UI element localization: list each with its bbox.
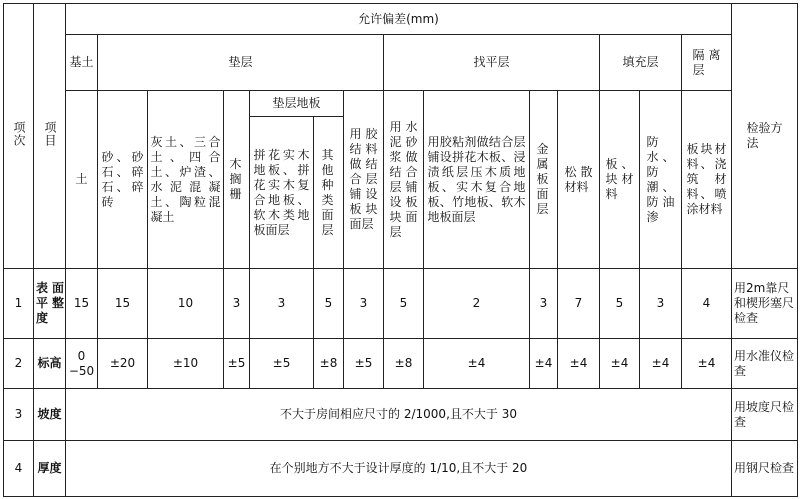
merged-value-cell: 在个别地方不大于设计厚度的 1/10,且不大于 20	[66, 441, 732, 497]
row-method: 用2m靠尺和楔形塞尺检查	[732, 269, 798, 339]
value-cell: 15	[98, 269, 148, 339]
table-row	[4, 441, 798, 497]
value-cell: ±20	[98, 339, 148, 389]
value-cell: 0 −50	[66, 339, 98, 389]
row-item: 厚度	[34, 441, 66, 497]
value-cell: 2	[424, 269, 530, 339]
value-cell: 5	[384, 269, 424, 339]
row-method: 用水准仪检查	[732, 339, 798, 389]
value-cell: ±4	[558, 339, 600, 389]
row-no: 4	[4, 441, 34, 497]
row-no: 3	[4, 389, 34, 441]
group-base-soil: 基土	[66, 35, 98, 91]
sub-glue-parquet: 用胶粘剂做结合层铺设拼花木板、浸渍纸层压木质地板、实木复合地板、竹地板、软木地板面层	[424, 91, 530, 269]
header-tolerance: 允许偏差(mm)	[66, 4, 732, 35]
merged-value-cell: 不大于房间相应尺寸的 2/1000,且不大于 30	[66, 389, 732, 441]
value-cell: 3	[224, 269, 250, 339]
tolerance-table	[3, 3, 798, 497]
value-cell: ±5	[344, 339, 384, 389]
row-item: 坡度	[34, 389, 66, 441]
group-leveling: 找平层	[384, 35, 600, 91]
value-cell: 5	[314, 269, 344, 339]
row-item: 表面平整度	[34, 269, 66, 339]
value-cell: ±4	[682, 339, 732, 389]
value-cell: ±10	[148, 339, 224, 389]
header-item: 项目	[34, 4, 66, 269]
value-cell: 7	[558, 269, 600, 339]
value-cell: 3	[250, 269, 314, 339]
value-cell: ±5	[224, 339, 250, 389]
sub-soil: 土	[66, 91, 98, 269]
value-cell: ±8	[384, 339, 424, 389]
value-cell: 5	[600, 269, 640, 339]
table-row	[4, 389, 798, 441]
value-cell: ±4	[530, 339, 558, 389]
sub-wood-joist: 木搁栅	[224, 91, 250, 269]
row-item: 标高	[34, 339, 66, 389]
value-cell: ±4	[424, 339, 530, 389]
sub-mortar-block: 用水泥砂浆做结合层铺设板块面层	[384, 91, 424, 269]
value-cell: ±8	[314, 339, 344, 389]
row-method: 用钢尺检查	[732, 441, 798, 497]
value-cell: ±4	[600, 339, 640, 389]
row-no: 2	[4, 339, 34, 389]
sub-adhesive-block: 用胶结料做结合层铺设板块面层	[344, 91, 384, 269]
sub-waterproof: 防水、防潮、防油渗	[640, 91, 682, 269]
value-cell: ±5	[250, 339, 314, 389]
value-cell: 3	[640, 269, 682, 339]
value-cell: 3	[530, 269, 558, 339]
group-isolation: 隔离层	[682, 35, 732, 91]
group-filling: 填充层	[600, 35, 682, 91]
sub-lime-soil: 灰土、三合土、四合土、炉渣、水泥混凝土、陶粒混凝土	[148, 91, 224, 269]
sub-insulation-materials: 板块材料、浇筑材料、喷涂材料	[682, 91, 732, 269]
header-method: 检验方法	[732, 4, 798, 269]
sub-parquet: 拼花实木地板、拼花实木复合地板、软木类地板面层	[250, 117, 314, 269]
sub-other-types: 其他种类面层	[314, 117, 344, 269]
value-cell: 10	[148, 269, 224, 339]
sub-metal-plate: 金属板面层	[530, 91, 558, 269]
row-no: 1	[4, 269, 34, 339]
value-cell: 15	[66, 269, 98, 339]
value-cell: 3	[344, 269, 384, 339]
header-item-no: 项次	[4, 4, 34, 269]
value-cell: ±4	[640, 339, 682, 389]
sub-loose-material: 松散材料	[558, 91, 600, 269]
sub-plate-block: 板、块材料	[600, 91, 640, 269]
row-method: 用坡度尺检查	[732, 389, 798, 441]
sub-sand-stone: 砂、砂石、碎石、碎砖	[98, 91, 148, 269]
sub-cushion-floor: 垫层地板	[250, 91, 344, 117]
group-cushion: 垫层	[98, 35, 384, 91]
value-cell: 4	[682, 269, 732, 339]
table-row	[4, 269, 798, 339]
table-row	[4, 339, 798, 389]
